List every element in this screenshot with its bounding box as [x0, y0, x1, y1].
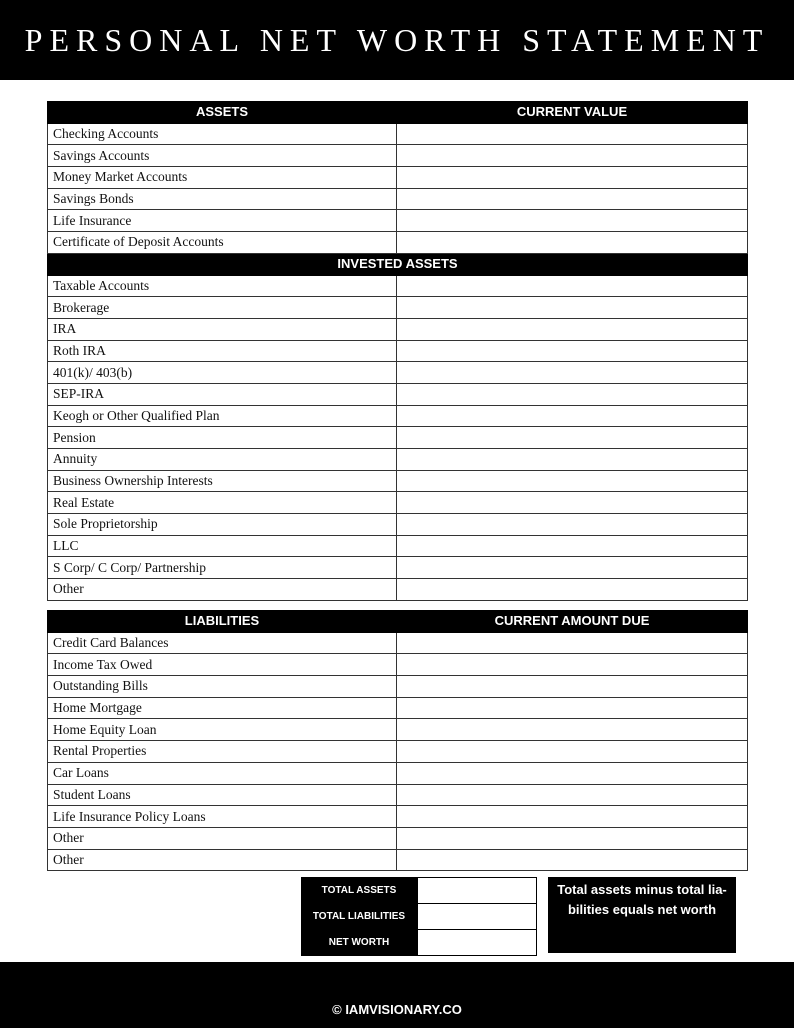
value-field[interactable] — [397, 383, 748, 405]
row-label: Pension — [48, 427, 397, 449]
table-row — [48, 784, 748, 806]
value-field[interactable] — [397, 654, 748, 676]
net-worth-field[interactable] — [418, 930, 537, 956]
current-amount-due-header: CURRENT AMOUNT DUE — [397, 611, 748, 633]
value-field[interactable] — [397, 827, 748, 849]
row-label: Other — [48, 849, 397, 871]
row-label: Brokerage — [48, 297, 397, 319]
invested-assets-header: INVESTED ASSETS — [48, 253, 748, 275]
liabilities-header-row — [48, 611, 748, 633]
table-row — [48, 405, 748, 427]
copyright-text: © IAMVISIONARY.CO — [332, 1001, 462, 1017]
table-row — [48, 145, 748, 167]
total-liabilities-field[interactable] — [418, 904, 537, 930]
value-field[interactable] — [397, 741, 748, 763]
value-field[interactable] — [397, 188, 748, 210]
table-row — [48, 232, 748, 254]
value-field[interactable] — [397, 806, 748, 828]
table-row — [48, 632, 748, 654]
row-label: Other — [48, 579, 397, 601]
value-field[interactable] — [397, 535, 748, 557]
row-label: 401(k)/ 403(b) — [48, 362, 397, 384]
total-liabilities-row — [301, 904, 537, 930]
value-field[interactable] — [397, 632, 748, 654]
table-row — [48, 654, 748, 676]
value-field[interactable] — [397, 557, 748, 579]
value-field[interactable] — [397, 676, 748, 698]
value-field[interactable] — [397, 697, 748, 719]
row-label: Income Tax Owed — [48, 654, 397, 676]
row-label: IRA — [48, 318, 397, 340]
row-label: Other — [48, 827, 397, 849]
value-field[interactable] — [397, 232, 748, 254]
value-field[interactable] — [397, 297, 748, 319]
row-label: Savings Accounts — [48, 145, 397, 167]
value-field[interactable] — [397, 470, 748, 492]
invested-assets-header-row — [48, 253, 748, 275]
row-label: Car Loans — [48, 762, 397, 784]
assets-header: ASSETS — [48, 102, 397, 124]
row-label: Sole Proprietorship — [48, 514, 397, 536]
table-row — [48, 470, 748, 492]
table-row — [48, 362, 748, 384]
table-row — [48, 167, 748, 189]
table-row — [48, 741, 748, 763]
row-label: Savings Bonds — [48, 188, 397, 210]
value-field[interactable] — [397, 579, 748, 601]
table-row — [48, 297, 748, 319]
value-field[interactable] — [397, 762, 748, 784]
row-label: Business Ownership Interests — [48, 470, 397, 492]
row-label: Home Mortgage — [48, 697, 397, 719]
row-label: Checking Accounts — [48, 123, 397, 145]
row-label: Annuity — [48, 449, 397, 471]
row-label: S Corp/ C Corp/ Partnership — [48, 557, 397, 579]
row-label: Money Market Accounts — [48, 167, 397, 189]
row-label: Home Equity Loan — [48, 719, 397, 741]
table-row — [48, 806, 748, 828]
table-row — [48, 340, 748, 362]
table-row — [48, 535, 748, 557]
table-row — [48, 827, 748, 849]
totals-box — [301, 877, 537, 956]
table-row — [48, 676, 748, 698]
value-field[interactable] — [397, 492, 748, 514]
total-assets-label: TOTAL ASSETS — [321, 885, 397, 896]
row-label: SEP-IRA — [48, 383, 397, 405]
net-worth-row — [301, 930, 537, 956]
row-label: Student Loans — [48, 784, 397, 806]
liabilities-table — [47, 610, 748, 871]
liabilities-header: LIABILITIES — [48, 611, 397, 633]
value-field[interactable] — [397, 145, 748, 167]
value-field[interactable] — [397, 784, 748, 806]
net-worth-label: NET WORTH — [328, 937, 390, 948]
table-row — [48, 275, 748, 297]
total-assets-field[interactable] — [418, 878, 537, 904]
row-label: Life Insurance — [48, 210, 397, 232]
table-row — [48, 427, 748, 449]
value-field[interactable] — [397, 123, 748, 145]
table-row — [48, 318, 748, 340]
table-row — [48, 762, 748, 784]
row-label: LLC — [48, 535, 397, 557]
row-label: Certificate of Deposit Accounts — [48, 232, 397, 254]
row-label: Rental Properties — [48, 741, 397, 763]
value-field[interactable] — [397, 405, 748, 427]
value-field[interactable] — [397, 427, 748, 449]
value-field[interactable] — [397, 849, 748, 871]
value-field[interactable] — [397, 719, 748, 741]
table-row — [48, 557, 748, 579]
table-row — [48, 719, 748, 741]
table-row — [48, 188, 748, 210]
table-row — [48, 492, 748, 514]
value-field[interactable] — [397, 362, 748, 384]
table-row — [48, 849, 748, 871]
table-row — [48, 697, 748, 719]
table-row — [48, 383, 748, 405]
table-row — [48, 123, 748, 145]
table-row — [48, 449, 748, 471]
assets-header-row — [48, 102, 748, 124]
value-field[interactable] — [397, 514, 748, 536]
value-field[interactable] — [397, 340, 748, 362]
row-label: Roth IRA — [48, 340, 397, 362]
row-label: Keogh or Other Qualified Plan — [48, 405, 397, 427]
table-row — [48, 210, 748, 232]
value-field[interactable] — [397, 210, 748, 232]
value-field[interactable] — [397, 275, 748, 297]
row-label: Life Insurance Policy Loans — [48, 806, 397, 828]
title-bar — [0, 0, 794, 80]
value-field[interactable] — [397, 318, 748, 340]
row-label: Real Estate — [48, 492, 397, 514]
assets-table — [47, 101, 748, 601]
row-label: Outstanding Bills — [48, 676, 397, 698]
row-label: Taxable Accounts — [48, 275, 397, 297]
value-field[interactable] — [397, 449, 748, 471]
value-field[interactable] — [397, 167, 748, 189]
total-liabilities-label: TOTAL LIABILITIES — [312, 911, 406, 922]
footer-bar — [0, 962, 794, 1028]
total-assets-row — [301, 878, 537, 904]
row-label: Credit Card Balances — [48, 632, 397, 654]
table-row — [48, 514, 748, 536]
page-title: PERSONAL NET WORTH STATEMENT — [24, 21, 770, 58]
table-row — [48, 579, 748, 601]
net-worth-note: Total assets minus total lia-bilities equals net worth — [548, 877, 736, 953]
current-value-header: CURRENT VALUE — [397, 102, 748, 124]
